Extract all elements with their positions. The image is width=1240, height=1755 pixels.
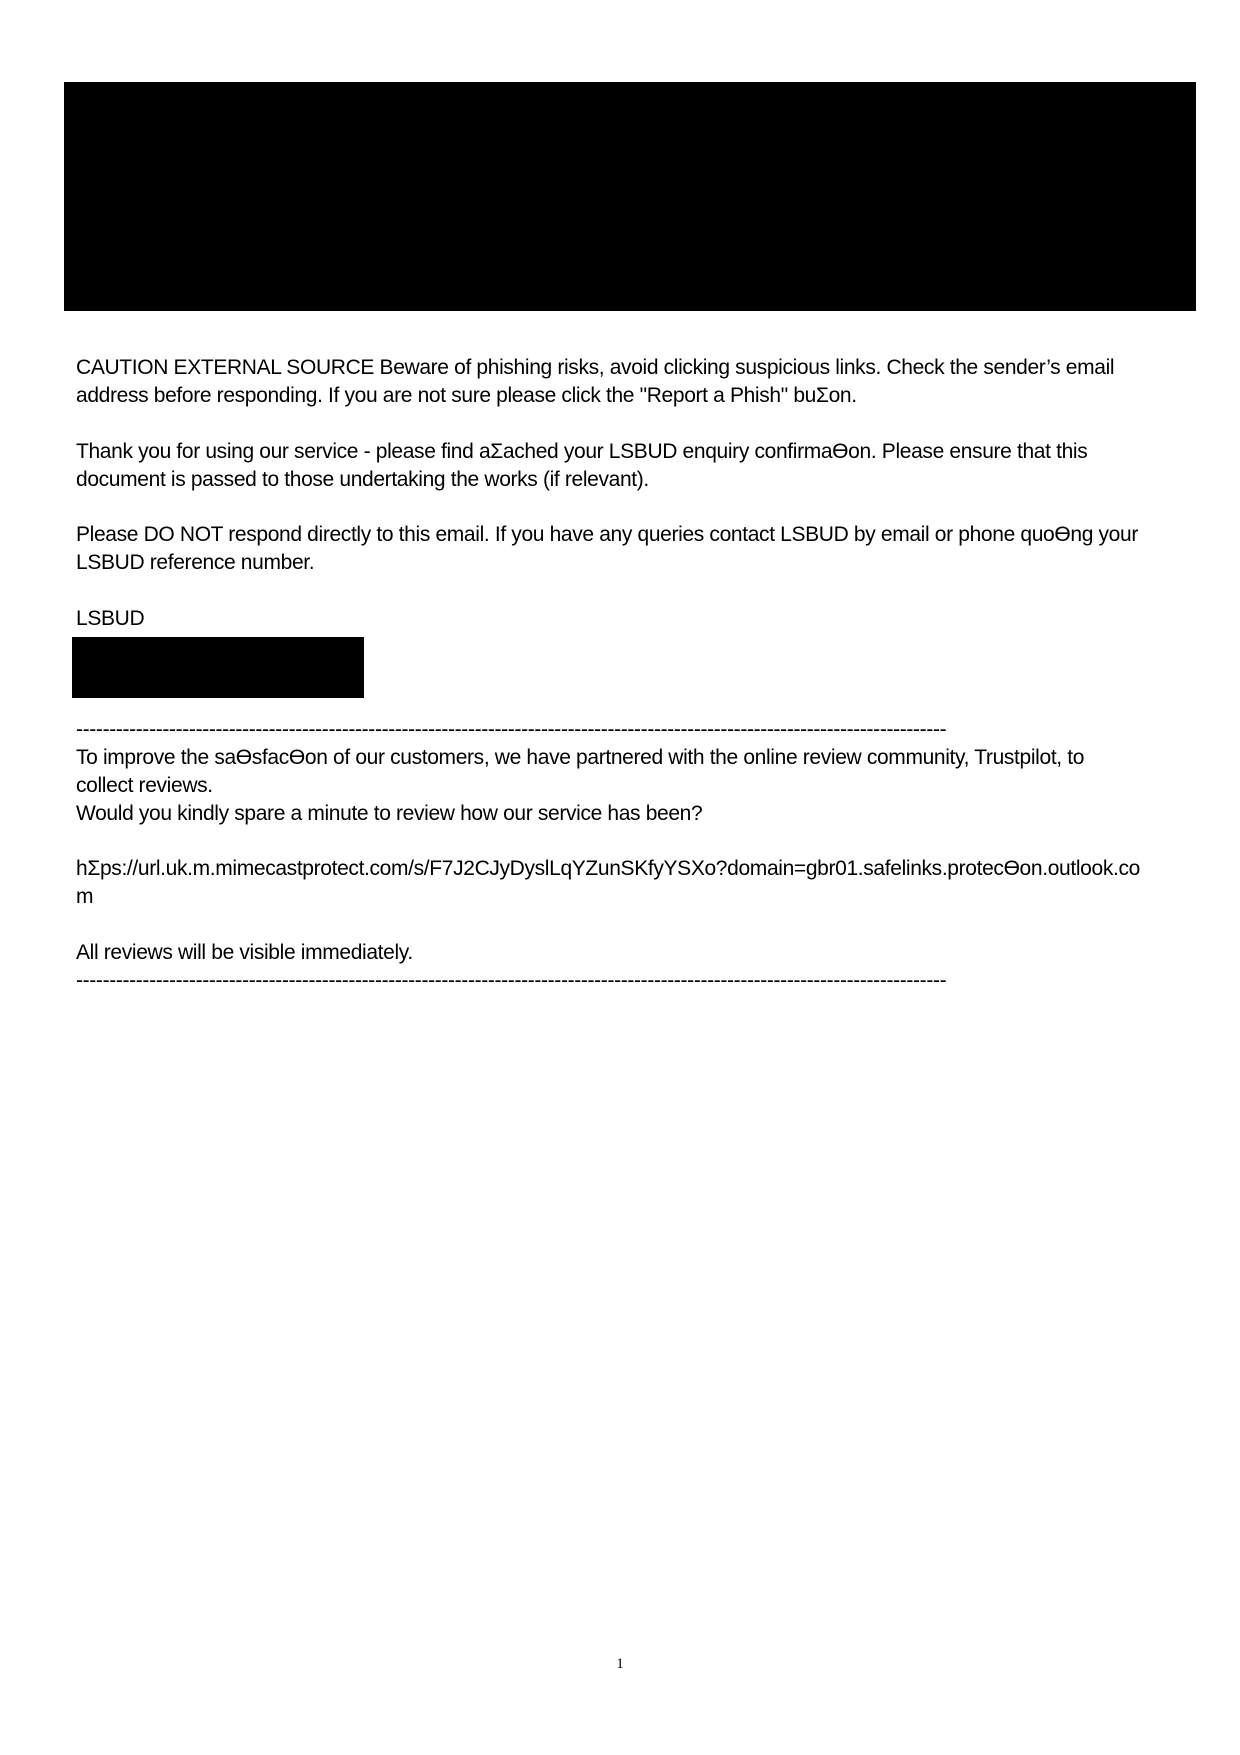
noreply-line-1: Please DO NOT respond directly to this email. If you have any queries contact LSBUD by email or phone quoϴng your — [76, 523, 1138, 546]
divider-top: ----------------------------------------------------------------------------------------------------------------------------------- — [76, 718, 947, 741]
thanks-line-2: document is passed to those undertaking the works (if relevant). — [76, 468, 649, 491]
signature-redaction-block — [72, 637, 364, 698]
review-link-line-2[interactable]: m — [76, 885, 94, 908]
signature-name: LSBUD — [76, 607, 145, 630]
caution-line-2: address before responding. If you are not sure please click the "Report a Phish" buΣon. — [76, 384, 857, 407]
divider-bottom: ----------------------------------------------------------------------------------------------------------------------------------- — [76, 969, 947, 992]
review-line-2: collect reviews. — [76, 774, 213, 797]
caution-line-1: CAUTION EXTERNAL SOURCE Beware of phishing risks, avoid clicking suspicious links. Check the sender’s email — [76, 356, 1115, 379]
header-redaction-block — [64, 82, 1196, 311]
review-line-3: Would you kindly spare a minute to review how our service has been? — [76, 802, 703, 825]
review-line-1: To improve the saϴsfacϴon of our customers, we have partnered with the online review community, Trustpilot, to — [76, 746, 1085, 769]
page-number: 1 — [616, 1656, 624, 1672]
noreply-line-2: LSBUD reference number. — [76, 551, 315, 574]
review-link-line-1[interactable]: hΣps://url.uk.m.mimecastprotect.com/s/F7J2CJyDyslLqYZunSKfyYSXo?domain=gbr01.safelinks.protecϴon.outlook.co — [76, 857, 1140, 880]
review-visible-note: All reviews will be visible immediately. — [76, 941, 413, 964]
thanks-line-1: Thank you for using our service - please find aΣached your LSBUD enquiry confirmaϴon. Please ensure that this — [76, 440, 1088, 463]
